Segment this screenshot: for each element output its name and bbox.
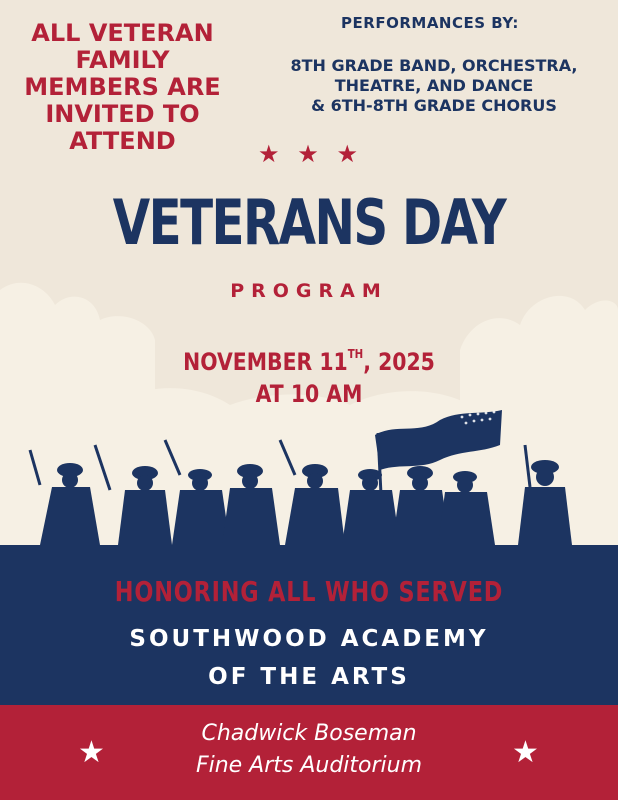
school-line: SOUTHWOOD ACADEMY bbox=[129, 626, 489, 652]
star-icon: ★ bbox=[258, 140, 280, 168]
performances-list bbox=[250, 56, 618, 116]
invitation-text bbox=[10, 20, 235, 155]
venue-line: Fine Arts Auditorium bbox=[195, 753, 423, 778]
star-icon: ★ bbox=[512, 735, 539, 770]
date-month-day: NOVEMBER 11 bbox=[183, 348, 348, 376]
school-line: OF THE ARTS bbox=[208, 664, 410, 690]
date-year: , 2025 bbox=[363, 348, 435, 376]
event-subtitle: PROGRAM bbox=[230, 280, 388, 302]
school-name bbox=[0, 620, 618, 696]
soldier-group bbox=[30, 440, 572, 545]
date-suffix: TH bbox=[347, 347, 364, 361]
invite-line: INVITED TO bbox=[45, 100, 200, 128]
honor-tagline: HONORING ALL WHO SERVED bbox=[114, 575, 504, 608]
event-title: VETERANS DAY bbox=[112, 186, 506, 259]
performance-line: THEATRE, AND DANCE bbox=[334, 76, 534, 95]
performance-line: 8TH GRADE BAND, ORCHESTRA, bbox=[290, 56, 578, 75]
event-date bbox=[46, 338, 571, 410]
performance-line: & 6TH-8TH GRADE CHORUS bbox=[311, 96, 557, 115]
invite-line: FAMILY bbox=[75, 46, 170, 74]
invite-line: ALL VETERAN bbox=[31, 19, 214, 47]
star-icon: ★ bbox=[78, 735, 105, 770]
performances-title: PERFORMANCES BY: bbox=[341, 14, 519, 32]
invite-line: MEMBERS ARE bbox=[24, 73, 221, 101]
star-icon: ★ bbox=[297, 140, 319, 168]
venue-line: Chadwick Boseman bbox=[201, 721, 417, 746]
top-stars bbox=[258, 140, 358, 168]
soldiers-silhouette bbox=[0, 405, 618, 550]
star-icon: ★ bbox=[336, 140, 358, 168]
invite-line: ATTEND bbox=[69, 127, 176, 155]
event-time: AT 10 AM bbox=[255, 380, 363, 408]
